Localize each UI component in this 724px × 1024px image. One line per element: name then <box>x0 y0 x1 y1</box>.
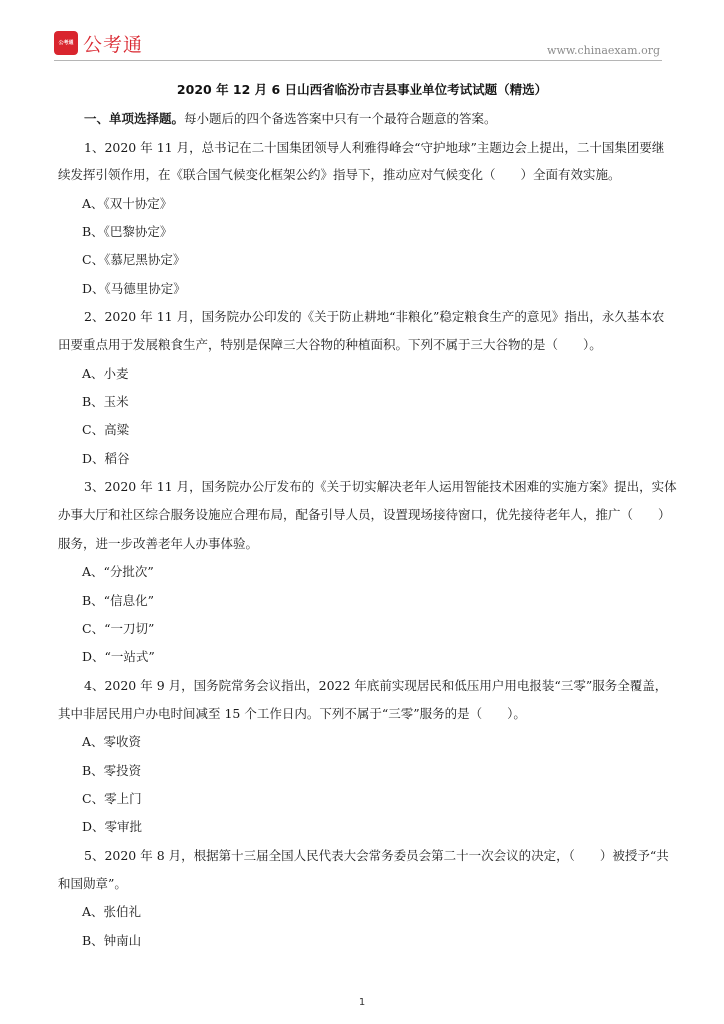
page-header <box>0 0 724 64</box>
question-4-option-a: A、零收资 <box>82 734 142 749</box>
question-3-line-2: 办事大厅和社区综合服务设施应合理布局，配备引导人员，设置现场接待窗口，优先接待老年人，推广（ ） <box>58 507 671 522</box>
question-3-option-c: C、“一刀切” <box>82 621 155 636</box>
question-2-line-2: 田要重点用于发展粮食生产，特别是保障三大谷物的种植面积。下列不属于三大谷物的是（ ）。 <box>58 337 602 352</box>
question-4-line-2: 其中非居民用户办电时间减至 15 个工作日内。下列不属于“三零”服务的是（ ）。 <box>58 706 526 721</box>
question-3-option-b: B、“信息化” <box>82 593 154 608</box>
question-4-option-d: D、零审批 <box>82 819 143 834</box>
brand-logo[interactable] <box>54 30 143 56</box>
question-1-option-c: C、《慕尼黑协定》 <box>82 252 186 267</box>
question-3-option-a: A、“分批次” <box>82 564 154 579</box>
question-2-option-d: D、稻谷 <box>82 451 130 466</box>
header-divider <box>54 60 662 61</box>
question-5-line-1: 5、2020 年 8 月，根据第十三届全国人民代表大会常务委员会第二十一次会议的决定，（ ）被授予“共 <box>84 848 669 863</box>
question-4-option-c: C、零上门 <box>82 791 142 806</box>
question-2-option-b: B、玉米 <box>82 394 129 409</box>
section-heading <box>84 109 497 127</box>
section-label: 一、单项选择题。 <box>84 111 185 126</box>
question-5-option-a: A、张伯礼 <box>82 904 142 919</box>
question-4-line-1: 4、2020 年 9 月，国务院常务会议指出，2022 年底前实现居民和低压用户用电报装“三零”服务全覆盖， <box>84 678 668 693</box>
logo-badge-icon: 公考通 <box>54 31 78 55</box>
question-1-option-d: D、《马德里协定》 <box>82 281 186 296</box>
page-number: 1 <box>358 997 366 1008</box>
question-2-option-a: A、小麦 <box>82 366 129 381</box>
question-4-option-b: B、零投资 <box>82 763 142 778</box>
question-1-line-1: 1、2020 年 11 月，总书记在二十国集团领导人利雅得峰会“守护地球”主题边会上提出，二十国集团要继 <box>84 140 665 155</box>
question-2-option-c: C、高粱 <box>82 422 130 437</box>
section-instruction: 每小题后的四个备选答案中只有一个最符合题意的答案。 <box>184 111 497 126</box>
document-title: 2020 年 12 月 6 日山西省临汾市吉县事业单位考试试题（精选） <box>176 82 548 97</box>
site-url[interactable]: www.chinaexam.org <box>547 44 660 57</box>
question-5-option-b: B、钟南山 <box>82 933 142 948</box>
question-3-option-d: D、“一站式” <box>82 649 155 664</box>
logo-text: 公考通 <box>83 33 144 56</box>
question-5-line-2: 和国勋章”。 <box>58 876 127 891</box>
question-3-line-3: 服务，进一步改善老年人办事体验。 <box>58 536 259 551</box>
question-3-line-1: 3、2020 年 11 月，国务院办公厅发布的《关于切实解决老年人运用智能技术困难的实施方案》提出，实体 <box>84 479 677 494</box>
question-1-option-b: B、《巴黎协定》 <box>82 224 173 239</box>
question-1-option-a: A、《双十协定》 <box>82 196 173 211</box>
question-1-line-2: 续发挥引领作用，在《联合国气候变化框架公约》指导下，推动应对气候变化（ ）全面有效实施。 <box>58 167 621 182</box>
question-2-line-1: 2、2020 年 11 月，国务院办公印发的《关于防止耕地“非粮化”稳定粮食生产的意见》指出，永久基本农 <box>84 309 665 324</box>
